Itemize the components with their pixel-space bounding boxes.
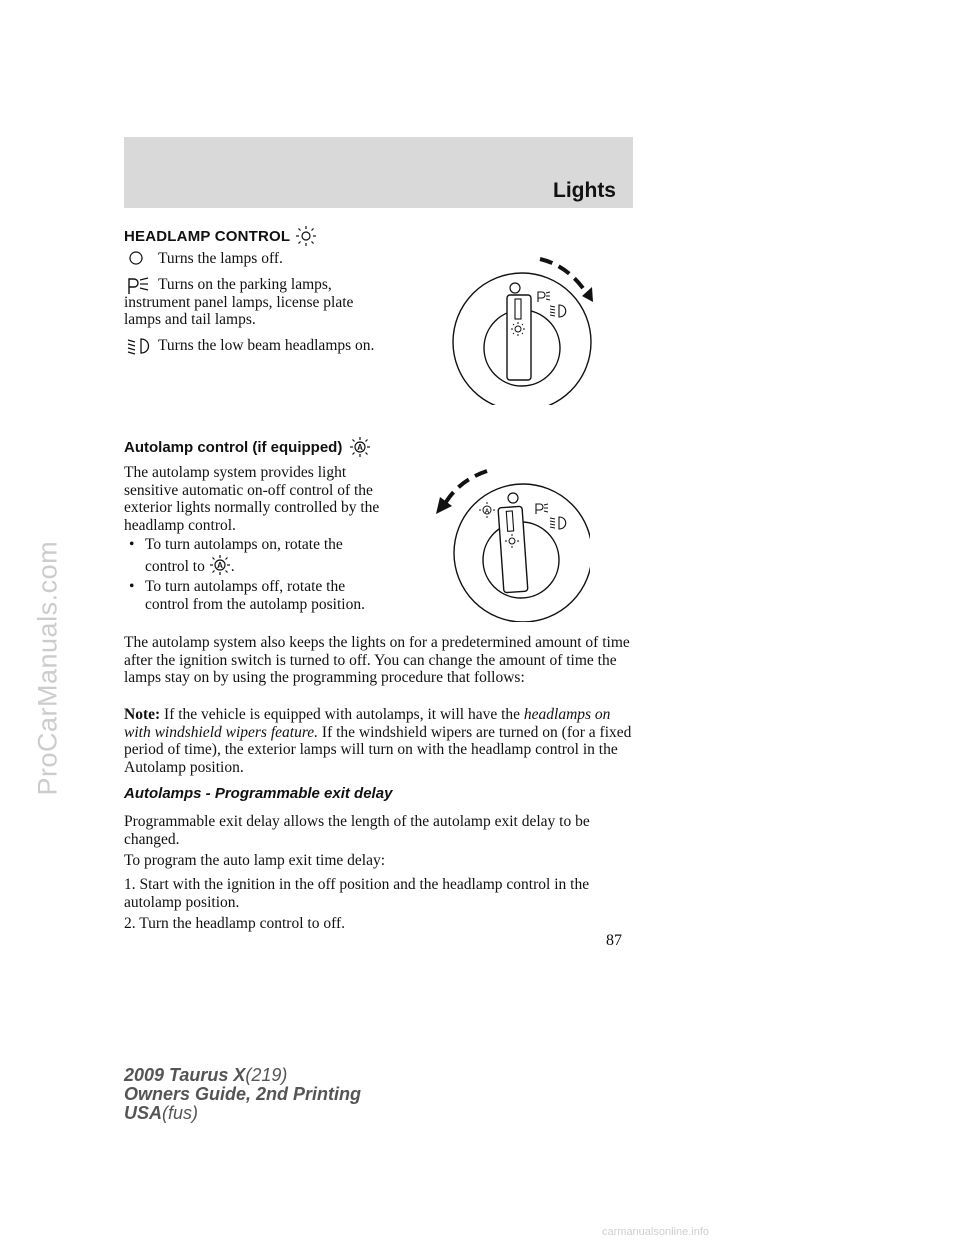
off-icon — [127, 250, 145, 268]
note-text-2: If the windshield wipers are turned on (for a fixed period of time), the exterior lamps will turn on with the headlamp control in the Autolamp position. — [124, 723, 632, 776]
autolamp-control-illustration — [430, 462, 590, 622]
note-feature-name: headlamps on with windshield wipers feature. — [124, 706, 611, 741]
bottom-watermark: carmanualsonline.info — [602, 1226, 710, 1238]
document-footer — [124, 1066, 361, 1123]
headlamp-item-text: Turns the low beam headlamps on. — [158, 337, 375, 354]
footer-market-code: (fus) — [162, 1103, 199, 1123]
headlamp-control-heading — [124, 225, 317, 247]
svg-text:A: A — [484, 509, 490, 515]
headlamp-item-text: Turns the lamps off. — [158, 250, 283, 267]
bullet-dot: • — [129, 536, 135, 553]
programmable-intro: Programmable exit delay allows the length of the autolamp exit delay to be changed. — [124, 813, 590, 848]
headlamp-control-heading-text: HEADLAMP CONTROL — [124, 228, 290, 245]
footer-model: 2009 Taurus X — [124, 1065, 246, 1085]
footer-guide: Owners Guide, 2nd Printing — [124, 1084, 362, 1104]
note-paragraph — [124, 706, 632, 776]
bullet-text — [145, 536, 385, 576]
footer-line-market — [124, 1104, 361, 1123]
note-label: Note: — [124, 706, 161, 723]
headlamp-sun-icon — [295, 225, 317, 247]
footer-line-model — [124, 1066, 361, 1085]
section-header-band — [124, 137, 633, 208]
section-title: Lights — [553, 179, 616, 202]
headlamp-item-low-beam — [124, 337, 384, 355]
bullet-1-suffix: . — [230, 557, 235, 575]
page-number: 87 — [606, 932, 622, 949]
autolamp-intro: The autolamp system provides light sensitive automatic on-off control of the exterior lights normally controlled by the headlamp control. — [124, 464, 380, 534]
footer-market: USA — [124, 1103, 163, 1123]
bullet-text: To turn autolamps off, rotate the control from the autolamp position. — [145, 578, 365, 613]
autolamp-keeps-on-paragraph: The autolamp system also keeps the lights on for a predetermined amount of time after the ignition switch is turned to off. You can change the amount of time the lamps stay on by using the programming procedure that follows: — [124, 634, 630, 686]
headlamp-item-text: Turns on the parking lamps, instrument panel lamps, license plate lamps and tail lamps. — [124, 276, 354, 328]
parking-lamp-icon — [127, 276, 151, 296]
footer-model-code: (219) — [245, 1065, 288, 1085]
headlamp-item-parking — [124, 276, 384, 329]
programmable-exit-delay-heading: Autolamps - Programmable exit delay — [124, 785, 393, 802]
svg-text:A: A — [216, 560, 223, 570]
programming-step: 2. Turn the headlamp control to off. — [124, 915, 345, 932]
low-beam-icon — [127, 337, 153, 355]
autolamp-heading — [124, 436, 371, 458]
side-watermark: ProCarManuals.com — [32, 540, 63, 796]
headlamp-item-off — [124, 250, 384, 268]
programming-step: 1. Start with the ignition in the off position and the headlamp control in the autolamp position. — [124, 876, 590, 911]
bullet-1-prefix: To turn autolamps on, rotate the control to — [145, 536, 343, 575]
autolamp-icon — [209, 554, 231, 576]
autolamp-icon — [349, 436, 371, 458]
headlamp-control-illustration — [448, 250, 598, 405]
autolamp-heading-text: Autolamp control (if equipped) — [124, 439, 343, 456]
svg-text:A: A — [356, 443, 363, 452]
note-text-1: If the vehicle is equipped with autolamps, it will have the — [164, 706, 521, 723]
bullet-dot: • — [129, 578, 135, 595]
programmable-instruction: To program the auto lamp exit time delay: — [124, 852, 386, 869]
